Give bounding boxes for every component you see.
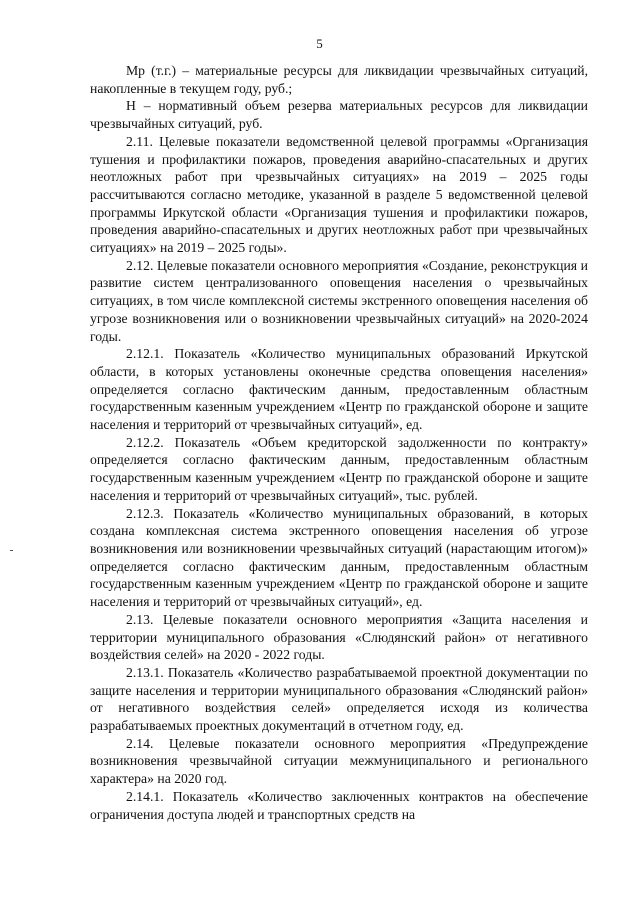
paragraph-2-13: 2.13. Целевые показатели основного мероприятия «Защита населения и территории муниципального образования «Слюдянский район» от негативного воздействия селей» на 2020 - 2022 годы. [90, 611, 588, 663]
scan-mark [10, 550, 13, 551]
paragraph-2-12-2: 2.12.2. Показатель «Объем кредиторской задолженности по контракту» определяется согласно фактическим данным, предоставленным областным государственным казенным учреждением «Центр по гражданской обороне и защите населения и территорий от чрезвычайных ситуаций», тыс. рублей. [90, 434, 588, 503]
paragraph-2-14: 2.14. Целевые показатели основного мероприятия «Предупреждение возникновения чрезвычайной ситуации межмуниципального и регионального характера» на 2020 год. [90, 735, 588, 787]
paragraph-2-11: 2.11. Целевые показатели ведомственной целевой программы «Организация тушения и профилактики пожаров, проведения аварийно-спасательных и других неотложных работ при чрезвычайных ситуациях» на 2019 – 2025 годы рассчитываются согласно методике, указанной в разделе 5 ведомственной целевой программы Иркутской области «Организация тушения и профилактики пожаров, проведения аварийно-спасательных и других неотложных работ при чрезвычайных ситуациях» на 2019 – 2025 годы». [90, 133, 588, 256]
paragraph-n-definition: Н – нормативный объем резерва материальных ресурсов для ликвидации чрезвычайных ситуаций, руб. [90, 98, 588, 132]
paragraph-2-12: 2.12. Целевые показатели основного мероприятия «Создание, реконструкция и развитие систем централизованного оповещения населения о чрезвычайных ситуациях, в том числе комплексной системы экстренного оповещения населения об угрозе возникновения или о возникновении чрезвычайных ситуаций» на 2020-2024 годы. [90, 257, 588, 344]
paragraph-2-13-1: 2.13.1. Показатель «Количество разрабатываемой проектной документации по защите населения и территории муниципального образования «Слюдянский район» от негативного воздействия селей» определяется исходя из количества разрабатываемых проектных документаций в отчетном году, ед. [90, 664, 588, 734]
paragraph-mr-definition: Мр (т.г.) – материальные ресурсы для ликвидации чрезвычайных ситуаций, накопленные в текущем году, руб.; [90, 63, 588, 96]
document-body [90, 62, 588, 823]
paragraph-2-12-1: 2.12.1. Показатель «Количество муниципальных образований Иркутской области, в которых установлены оконечные средства оповещения населения» определяется согласно фактическим данным, предоставленным областным государственным казенным учреждением «Центр по гражданской обороне и защите населения и территорий от чрезвычайных ситуаций», ед. [90, 346, 588, 433]
paragraph-2-14-1: 2.14.1. Показатель «Количество заключенных контрактов на обеспечение ограничения доступа людей и транспортных средств на [90, 788, 588, 822]
paragraph-2-12-3: 2.12.3. Показатель «Количество муниципальных образований, в которых создана комплексная система экстренного оповещения населения об угрозе возникновения или возникновении чрезвычайных ситуаций (нарастающим итогом)» определяется согласно фактическим данным, предоставленным областным государственным казенным учреждением «Центр по гражданской обороне и защите населения и территорий от чрезвычайных ситуаций», ед. [90, 505, 588, 610]
page-number: 5 [316, 36, 323, 51]
